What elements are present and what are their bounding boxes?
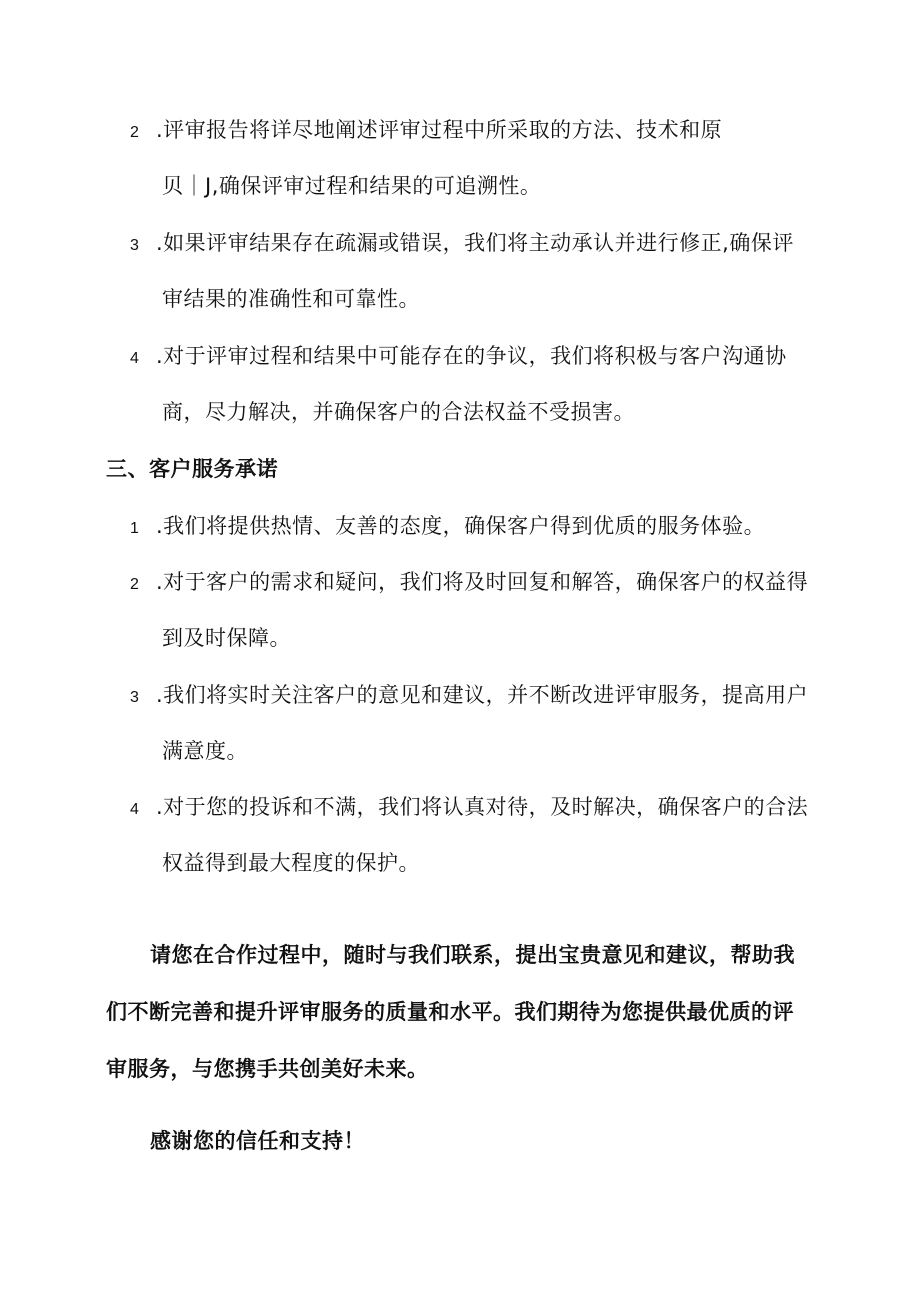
list-number: 2: [130, 124, 140, 141]
closing-paragraph-line2: 们不断完善和提升评审服务的质量和水平。我们期待为您提供最优质的评: [106, 1000, 794, 1024]
list-item-2-4-line2: 商，尽力解决，并确保客户的合法权益不受损害。: [162, 400, 635, 424]
list-item-3-1-line1: [130, 512, 765, 543]
list-item-2-3-line1: [130, 229, 794, 260]
list-number: 3: [130, 689, 140, 706]
list-text: .对于您的投诉和不满，我们将认真对待，及时解决，确保客户的合法: [156, 795, 809, 819]
list-text: .评审报告将详尽地阐述评审过程中所采取的方法、技术和原: [156, 118, 723, 142]
list-number: 4: [130, 801, 140, 818]
list-item-2-4-line1: [130, 342, 787, 373]
list-number: 2: [130, 576, 140, 593]
list-text: .对于评审过程和结果中可能存在的争议，我们将积极与客户沟通协: [156, 344, 787, 368]
list-text: .我们将实时关注客户的意见和建议，并不断改进评审服务，提高用户: [156, 683, 809, 707]
list-number: 4: [130, 350, 140, 367]
list-item-2-2-line1: [130, 116, 722, 147]
closing-paragraph-line3: 审服务，与您携手共创美好未来。: [106, 1057, 429, 1081]
list-number: 3: [130, 237, 140, 254]
list-item-3-4-line1: [130, 793, 808, 824]
list-item-3-2-line2: 到及时保障。: [162, 626, 291, 650]
list-text: .对于客户的需求和疑问，我们将及时回复和解答，确保客户的权益得: [156, 570, 809, 594]
thanks-line: 感谢您的信任和支持！: [150, 1129, 365, 1153]
closing-paragraph-line1: 请您在合作过程中，随时与我们联系，提出宝贵意见和建议，帮助我: [150, 943, 795, 967]
list-item-3-3-line2: 满意度。: [162, 739, 248, 763]
list-item-3-4-line2: 权益得到最大程度的保护。: [162, 851, 420, 875]
list-text: .我们将提供热情、友善的态度，确保客户得到优质的服务体验。: [156, 514, 766, 538]
list-text: .如果评审结果存在疏漏或错误，我们将主动承认并进行修正,确保评: [156, 231, 794, 255]
list-item-3-3-line1: [130, 681, 808, 712]
list-item-3-2-line1: [130, 568, 808, 599]
section-heading: 三、客户服务承诺: [106, 457, 278, 481]
list-item-2-3-line2: 审结果的准确性和可靠性。: [162, 287, 420, 311]
list-item-2-2-line2: 贝｜J,确保评审过程和结果的可追溯性。: [162, 174, 542, 198]
list-number: 1: [130, 520, 140, 537]
